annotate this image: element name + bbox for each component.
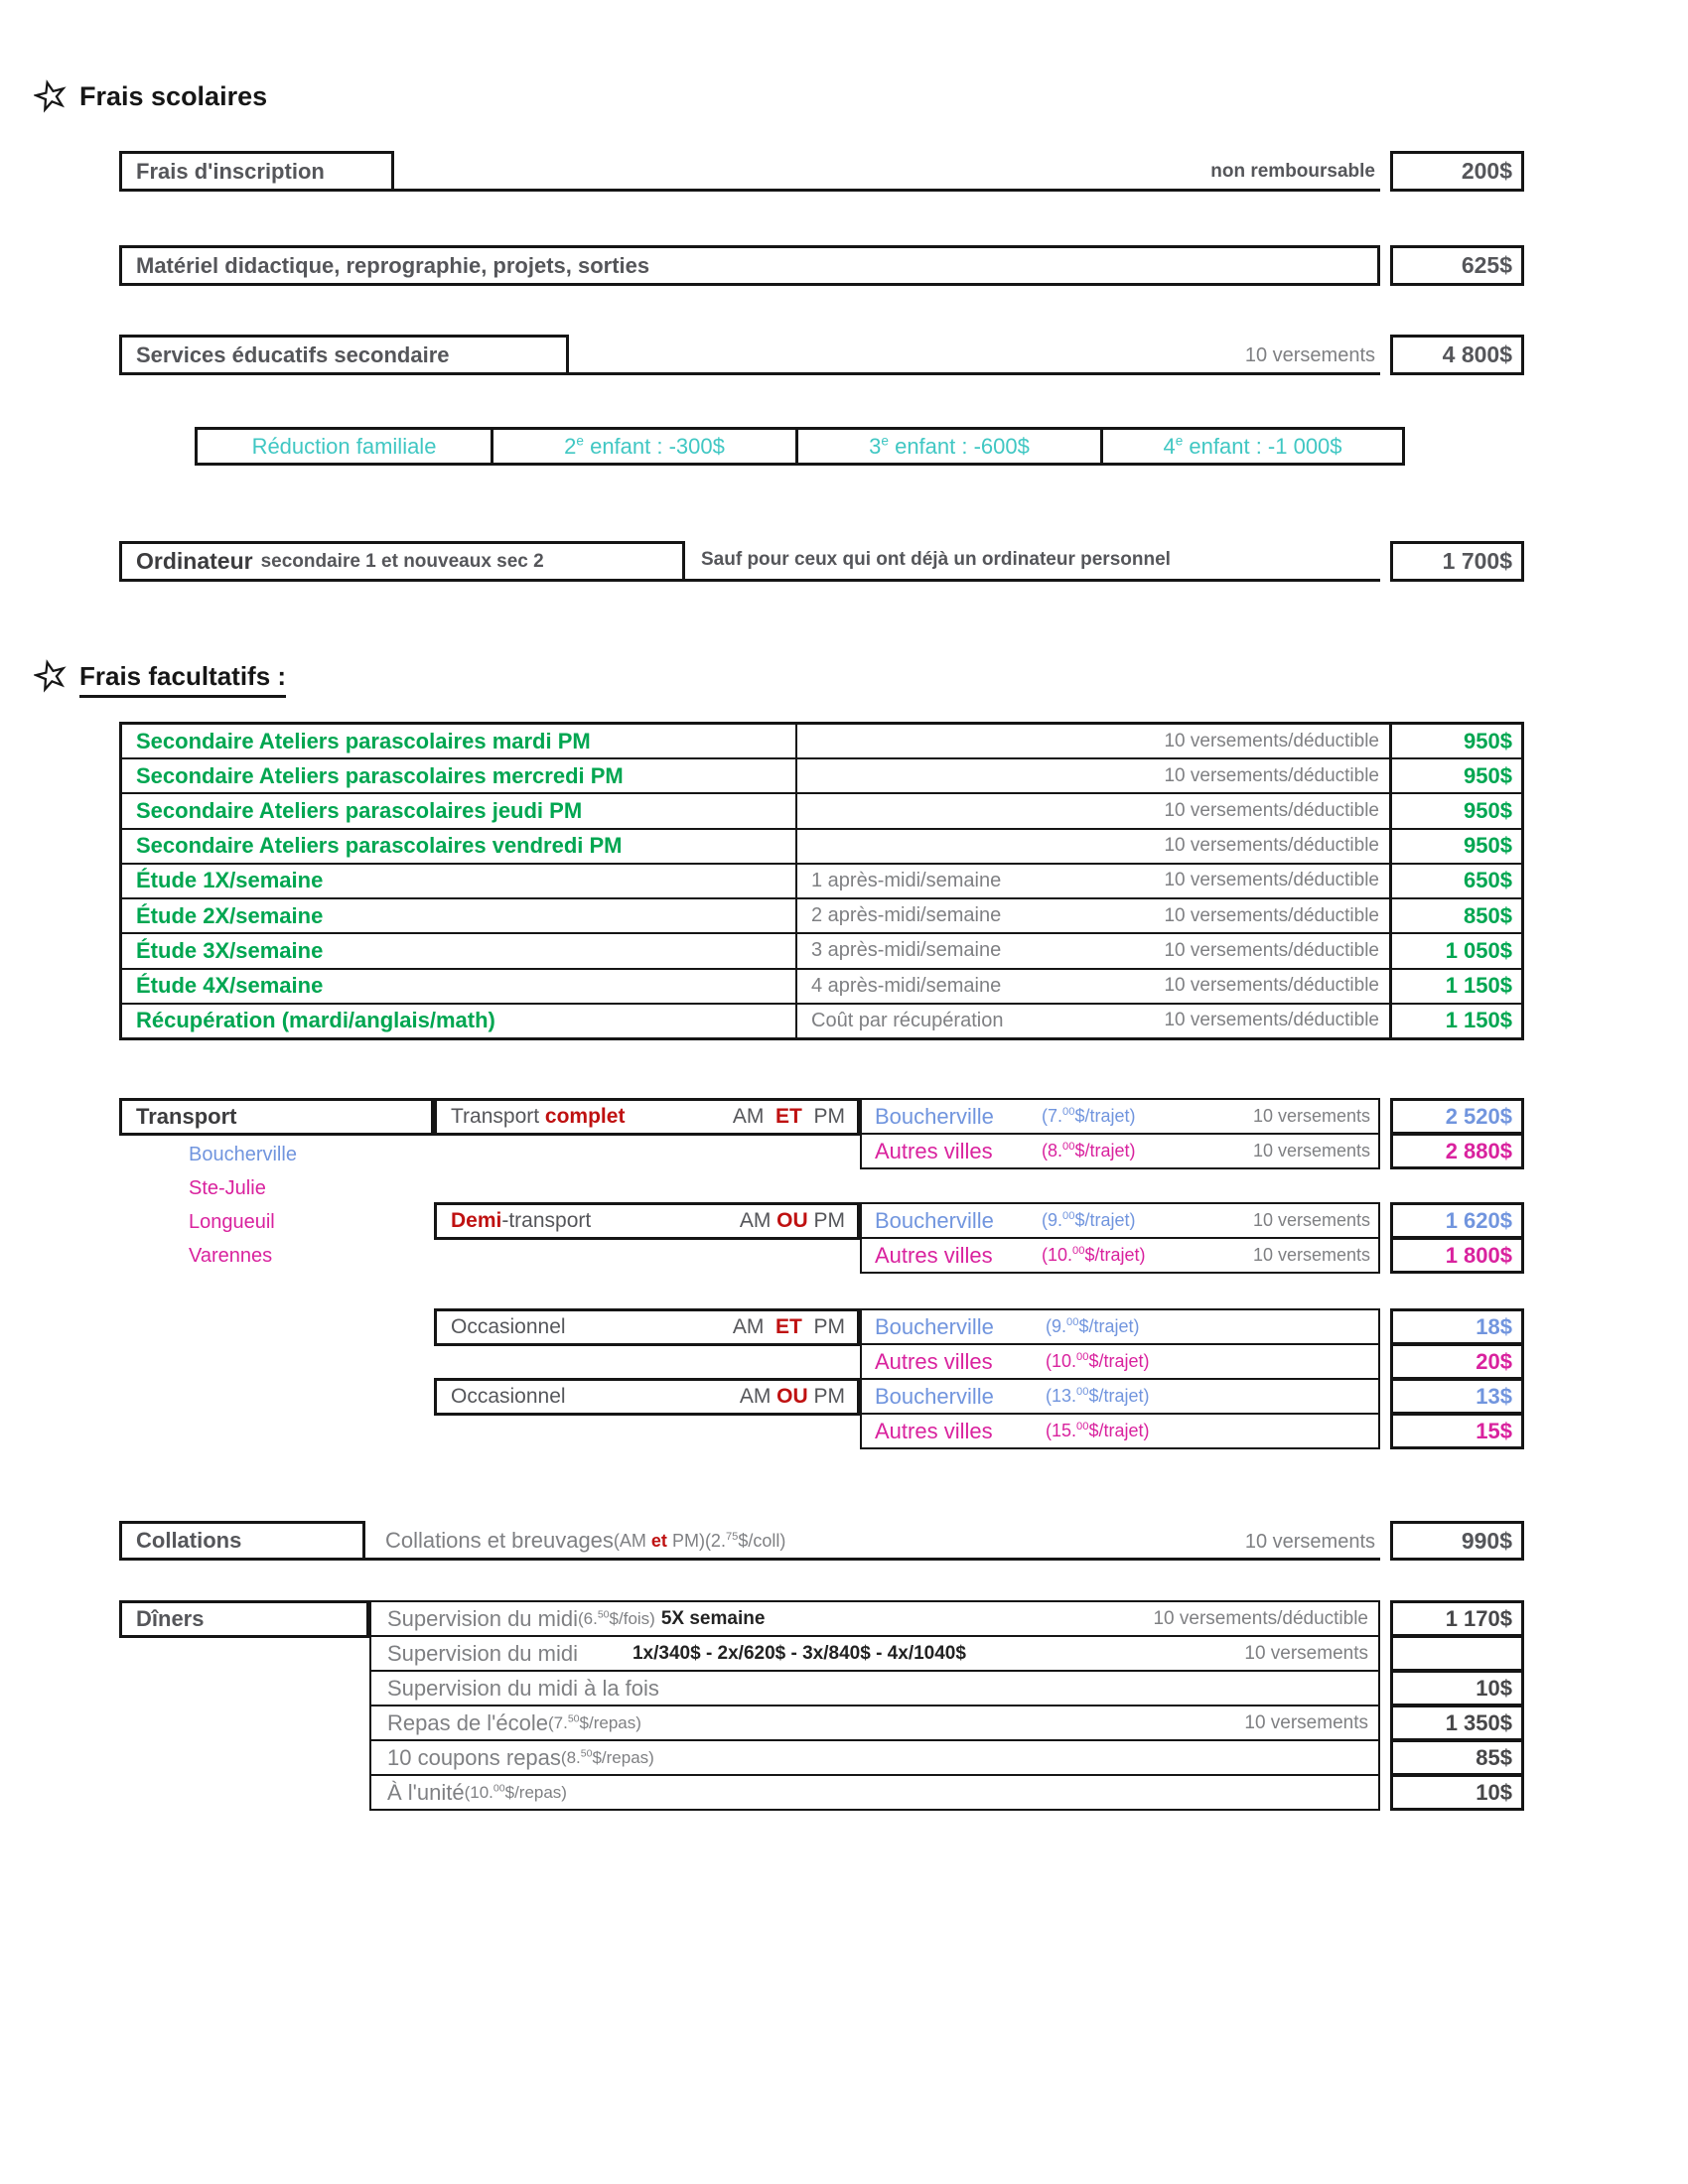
table-row [122, 794, 1521, 829]
diners-label-box [119, 1600, 369, 1638]
fare-note: 10 versements [1252, 1141, 1370, 1160]
diner-rate: (6.50$/fois) [577, 1607, 655, 1628]
table-row [122, 899, 1521, 934]
facultatif-amount: 950$ [1389, 759, 1521, 792]
facultatif-label: Secondaire Ateliers parascolaires jeudi PM [122, 794, 797, 827]
facultatif-mid-cell [797, 830, 1389, 863]
diners-row-repas-ecole [369, 1705, 1380, 1741]
facultatif-amount: 950$ [1389, 725, 1521, 757]
facultatif-label: Étude 2X/semaine [122, 899, 797, 932]
facultatif-note: 10 versements/déductible [1164, 800, 1379, 822]
facultatif-note: 10 versements/déductible [1164, 904, 1379, 926]
services-note: 10 versements [1244, 344, 1375, 366]
inscription-label: Frais d'inscription [136, 158, 325, 184]
fare-note: 10 versements [1252, 1106, 1370, 1126]
table-row [122, 865, 1521, 899]
transport-city-longueuil: Longueuil [189, 1211, 275, 1233]
transport-city-ste-julie: Ste-Julie [189, 1177, 266, 1199]
facultatif-label: Secondaire Ateliers parascolaires mardi PM [122, 725, 797, 757]
fare-city: Autres villes [875, 1242, 993, 1268]
reduction-4e-text: 4e enfant : -1 000$ [1163, 433, 1342, 459]
collations-label: Collations [136, 1528, 242, 1553]
fare-amount: 1 620$ [1390, 1202, 1524, 1239]
fare-row-complet-autres [860, 1133, 1380, 1169]
diner-amount: 1 170$ [1390, 1600, 1524, 1637]
diner-main: Repas de l'école [387, 1709, 548, 1735]
transport-city-varennes: Varennes [189, 1245, 273, 1267]
fare-city: Autres villes [875, 1138, 993, 1163]
facultatif-amount: 1 150$ [1389, 970, 1521, 1003]
fare-rate: (15.00$/trajet) [1046, 1421, 1150, 1440]
fare-city: Autres villes [875, 1418, 993, 1443]
inscription-label-box [119, 151, 394, 192]
facultatif-note: 10 versements/déductible [1164, 975, 1379, 997]
fare-row-demi-autres [860, 1237, 1380, 1274]
table-row [122, 830, 1521, 865]
collations-desc-main: Collations et breuvages [385, 1528, 614, 1553]
diner-amount: 1 350$ [1390, 1705, 1524, 1741]
fare-amount: 2 520$ [1390, 1098, 1524, 1135]
facultatifs-table [119, 722, 1524, 1040]
facultatif-mid: 2 après-midi/semaine [811, 904, 1002, 927]
mode-occ2-name: Occasionnel [451, 1385, 566, 1408]
facultatif-mid-cell [797, 725, 1389, 757]
facultatif-mid-cell [797, 759, 1389, 792]
inscription-note: non remboursable [1210, 161, 1375, 182]
facultatif-label: Secondaire Ateliers parascolaires vendredi PM [122, 830, 797, 863]
facultatif-mid-cell [797, 1005, 1389, 1037]
fare-amount: 20$ [1390, 1343, 1524, 1380]
table-row [122, 759, 1521, 794]
fare-city: Boucherville [875, 1103, 994, 1129]
section-title-frais-facultatifs: Frais facultatifs : [79, 661, 286, 698]
diner-note: 10 versements [1244, 1711, 1368, 1733]
mode-occasionnel-ou [434, 1378, 860, 1416]
diner-main: À l'unité [387, 1779, 465, 1805]
mode-occ2-ampm: AM OU PM [739, 1385, 845, 1408]
diner-note: 10 versements [1244, 1642, 1368, 1664]
facultatif-label: Étude 1X/semaine [122, 865, 797, 897]
fare-amount: 2 880$ [1390, 1133, 1524, 1169]
diners-row-coupons [369, 1739, 1380, 1776]
fare-row-demi-boucherville [860, 1202, 1380, 1239]
ordinateur-label-sub: secondaire 1 et nouveaux sec 2 [260, 550, 544, 572]
mode-demi-transport [434, 1202, 860, 1240]
ordinateur-note-cell [685, 541, 1380, 582]
mode-occ1-ampm: AM ET PM [732, 1315, 845, 1338]
facultatif-mid-cell [797, 865, 1389, 897]
facultatif-mid: 1 après-midi/semaine [811, 869, 1002, 891]
reduction-3e-text: 3e enfant : -600$ [869, 433, 1030, 459]
facultatif-mid-cell [797, 934, 1389, 967]
table-row [122, 1005, 1521, 1037]
mode-demi-ampm: AM OU PM [739, 1209, 845, 1232]
mode-occ1-name: Occasionnel [451, 1315, 566, 1338]
reduction-label: Réduction familiale [251, 433, 437, 459]
star-icon [34, 79, 68, 113]
fare-city: Autres villes [875, 1348, 993, 1374]
diner-rate: (8.50$/repas) [560, 1746, 654, 1767]
facultatif-label: Étude 4X/semaine [122, 970, 797, 1003]
table-row [122, 934, 1521, 969]
facultatif-mid: 4 après-midi/semaine [811, 974, 1002, 997]
transport-header: Transport [136, 1104, 237, 1129]
fare-rate: (7.00$/trajet) [1042, 1106, 1136, 1126]
fare-amount: 13$ [1390, 1378, 1524, 1415]
facultatif-amount: 950$ [1389, 794, 1521, 827]
facultatif-amount: 650$ [1389, 865, 1521, 897]
star-icon [34, 659, 68, 693]
reduction-2e-text: 2e enfant : -300$ [564, 433, 725, 459]
collations-note: 10 versements [1244, 1531, 1375, 1553]
collations-ampm: (AM et PM) [613, 1530, 705, 1551]
diner-bold: 5X semaine [660, 1607, 766, 1629]
mode-transport-complet [434, 1098, 860, 1136]
facultatif-note: 10 versements/déductible [1164, 870, 1379, 891]
diner-main: Supervision du midi à la fois [387, 1675, 659, 1701]
mode-occasionnel-et [434, 1308, 860, 1346]
facultatif-mid: Coût par récupération [811, 1009, 1004, 1031]
table-row [122, 725, 1521, 759]
diner-main: Supervision du midi [387, 1605, 578, 1631]
facultatif-mid-cell [797, 970, 1389, 1003]
fare-note: 10 versements [1252, 1245, 1370, 1265]
fare-rate: (10.00$/trajet) [1042, 1245, 1146, 1265]
services-label: Services éducatifs secondaire [136, 341, 450, 367]
facultatif-label: Étude 3X/semaine [122, 934, 797, 967]
fare-city: Boucherville [875, 1313, 994, 1339]
reduction-cell-3e [795, 427, 1103, 466]
reduction-label-cell [195, 427, 493, 466]
ordinateur-note: Sauf pour ceux qui ont déjà un ordinateur personnel [701, 549, 1171, 570]
facultatif-mid-cell [797, 794, 1389, 827]
facultatif-note: 10 versements/déductible [1164, 939, 1379, 961]
diners-row-supervision-tiers [369, 1635, 1380, 1672]
collations-rate: (2.75$/coll) [704, 1530, 786, 1551]
fare-amount: 15$ [1390, 1413, 1524, 1449]
fare-row-complet-boucherville [860, 1098, 1380, 1135]
facultatif-note: 10 versements/déductible [1164, 1010, 1379, 1031]
diner-note: 10 versements/déductible [1153, 1607, 1368, 1629]
fare-rate: (8.00$/trajet) [1042, 1141, 1136, 1160]
services-label-box [119, 335, 569, 375]
mode-demi-name: Demi-transport [451, 1209, 592, 1232]
ordinateur-label-main: Ordinateur [136, 548, 253, 574]
diner-main: Supervision du midi [387, 1640, 578, 1666]
fare-amount: 1 800$ [1390, 1237, 1524, 1274]
facultatif-mid: 3 après-midi/semaine [811, 939, 1002, 962]
diners-row-supervision-fois [369, 1670, 1380, 1706]
fare-row-occ-et-autres [860, 1343, 1380, 1380]
facultatif-amount: 950$ [1389, 830, 1521, 863]
fare-amount: 18$ [1390, 1308, 1524, 1345]
diner-rate: (10.00$/repas) [464, 1781, 567, 1802]
fare-city: Boucherville [875, 1207, 994, 1233]
ordinateur-label-box [119, 541, 685, 582]
diner-center: 1x/340$ - 2x/620$ - 3x/840$ - 4x/1040$ [632, 1642, 966, 1664]
table-row [122, 970, 1521, 1005]
mode-complet-ampm: AM ET PM [732, 1105, 845, 1128]
section-title-frais-scolaires: Frais scolaires [79, 81, 268, 111]
fare-city: Boucherville [875, 1383, 994, 1409]
facultatif-mid-cell [797, 899, 1389, 932]
facultatif-amount: 850$ [1389, 899, 1521, 932]
fare-rate: (10.00$/trajet) [1046, 1351, 1150, 1371]
facultatif-label: Récupération (mardi/anglais/math) [122, 1005, 797, 1037]
services-amount: 4 800$ [1390, 335, 1524, 375]
diner-amount [1390, 1635, 1524, 1672]
transport-city-boucherville: Boucherville [189, 1144, 297, 1165]
facultatif-amount: 1 050$ [1389, 934, 1521, 967]
fare-rate: (9.00$/trajet) [1042, 1210, 1136, 1230]
diner-amount: 85$ [1390, 1739, 1524, 1776]
fare-row-occ-ou-autres [860, 1413, 1380, 1449]
diner-rate: (7.50$/repas) [547, 1711, 641, 1732]
collations-amount: 990$ [1390, 1521, 1524, 1561]
fare-note: 10 versements [1252, 1210, 1370, 1230]
diner-amount: 10$ [1390, 1774, 1524, 1811]
reduction-cell-2e [491, 427, 798, 466]
facultatif-note: 10 versements/déductible [1164, 730, 1379, 751]
mode-complet-name: Transport complet [451, 1105, 626, 1128]
transport-header-box [119, 1098, 434, 1136]
inscription-amount: 200$ [1390, 151, 1524, 192]
fare-rate: (13.00$/trajet) [1046, 1386, 1150, 1406]
facultatif-amount: 1 150$ [1389, 1005, 1521, 1037]
materiel-amount: 625$ [1390, 245, 1524, 286]
collations-label-box [119, 1521, 365, 1561]
diners-label: Dîners [136, 1606, 205, 1631]
facultatif-label: Secondaire Ateliers parascolaires mercredi PM [122, 759, 797, 792]
materiel-label: Matériel didactique, reprographie, projets, sorties [136, 252, 650, 278]
diners-row-unite [369, 1774, 1380, 1811]
materiel-box [119, 245, 1380, 286]
fare-rate: (9.00$/trajet) [1046, 1316, 1140, 1336]
fare-row-occ-et-boucherville [860, 1308, 1380, 1345]
reduction-cell-4e [1100, 427, 1405, 466]
facultatif-note: 10 versements/déductible [1164, 764, 1379, 786]
collations-desc [385, 1521, 785, 1561]
diner-amount: 10$ [1390, 1670, 1524, 1706]
ordinateur-amount: 1 700$ [1390, 541, 1524, 582]
diners-row-supervision-5x [369, 1600, 1380, 1637]
facultatif-note: 10 versements/déductible [1164, 835, 1379, 857]
diner-main: 10 coupons repas [387, 1744, 561, 1770]
fare-row-occ-ou-boucherville [860, 1378, 1380, 1415]
